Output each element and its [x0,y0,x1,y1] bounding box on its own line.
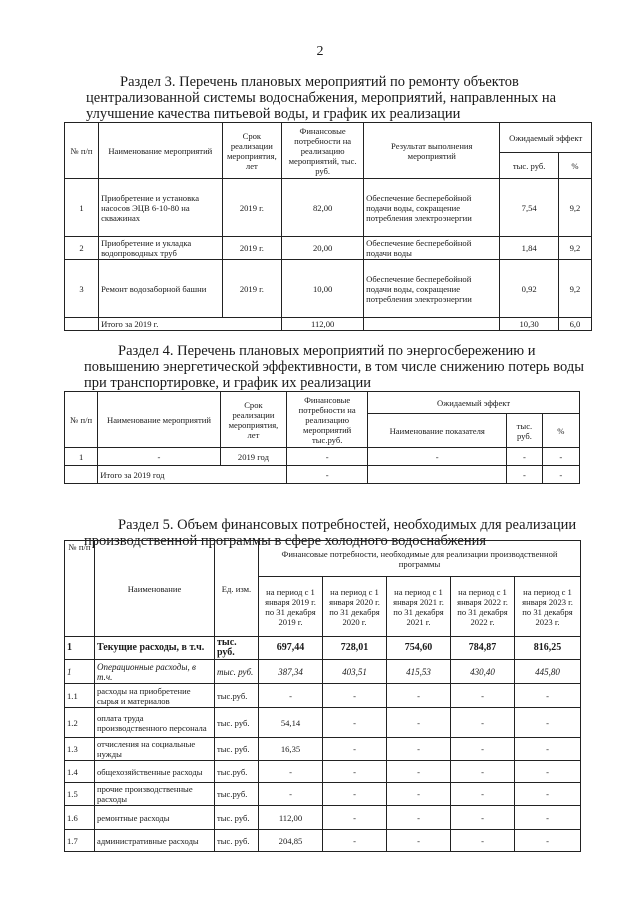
row-value: - [451,783,515,806]
row-value: - [323,761,387,783]
heading-line: улучшение качества питьевой воды, и график их реализации [86,106,461,122]
total-label: Итого за 2019 год [98,466,287,484]
row-name: административные расходы [95,830,215,852]
total-finance: 112,00 [282,318,364,331]
table-row [65,761,581,783]
section5-table [64,540,581,852]
total-unit: - [507,466,542,484]
row-term: 2019 г. [222,237,282,260]
row-num: 1.1 [65,684,95,708]
table-row [65,637,581,660]
row-value: - [515,761,581,783]
row-effect-rub: 1,84 [500,237,559,260]
row-unit: тыс. руб. [215,830,259,852]
header-num: № п/п [65,541,95,637]
row-value: - [387,761,451,783]
row-result: Обеспечение бесперебойной подачи воды [364,237,500,260]
total-pct: - [542,466,579,484]
row-value: - [323,806,387,830]
heading-line: Раздел 5. Объем финансовых потребностей, необходимых для реализации [118,517,577,533]
row-num: 1 [65,448,98,466]
header-name: Наименование мероприятий [98,392,221,448]
row-name: - [98,448,221,466]
row-value: - [387,684,451,708]
heading-line: при транспортировке, и график их реализации [84,375,372,391]
section4-heading [84,343,584,391]
header-effect: Ожидаемый эффект [500,123,592,153]
row-value: 430,40 [451,660,515,684]
row-num: 1.3 [65,738,95,761]
row-value: - [259,761,323,783]
row-unit: тыс.руб. [215,783,259,806]
header-period: на период с 1 января 2021 г. по 31 декабря 2021 г. [387,577,451,637]
row-value: - [387,708,451,738]
row-num: 3 [65,260,99,318]
header-period: на период с 1 января 2019 г. по 31 декабря 2019 г. [259,577,323,637]
header-period: на период с 1 января 2023 г. по 31 декабря 2023 г. [515,577,581,637]
row-num: 1 [65,660,95,684]
row-value: - [451,684,515,708]
row-value: - [387,806,451,830]
header-period: на период с 1 января 2022 г. по 31 декабря 2022 г. [451,577,515,637]
row-value: 816,25 [515,637,581,660]
header-num: № п/п [65,123,99,179]
row-name: Текущие расходы, в т.ч. [95,637,215,660]
row-value: 445,80 [515,660,581,684]
row-finance: 20,00 [282,237,364,260]
row-num: 1.4 [65,761,95,783]
header-name: Наименование [95,541,215,637]
heading-line: повышению энергетической эффективности, в том числе снижению потерь воды [84,359,584,375]
row-name: расходы на приобретение сырья и материалов [95,684,215,708]
row-effect-rub: 0,92 [500,260,559,318]
heading-line: Раздел 3. Перечень плановых мероприятий по ремонту объектов [120,74,519,90]
row-value: 16,35 [259,738,323,761]
row-num: 1.2 [65,708,95,738]
row-value: - [451,806,515,830]
row-name: оплата труда производственного персонала [95,708,215,738]
table-row [65,179,592,237]
section3-table [64,122,592,331]
row-value: 415,53 [387,660,451,684]
row-num: 1.7 [65,830,95,852]
heading-line: централизованной системы водоснабжения, мероприятий, направленных на [86,90,557,106]
row-effect-rub: 7,54 [500,179,559,237]
row-unit: тыс. руб. [215,806,259,830]
total-row [65,318,592,331]
row-value: - [515,830,581,852]
row-value: 54,14 [259,708,323,738]
row-value: - [451,738,515,761]
total-effect-rub: 10,30 [500,318,559,331]
total-effect-pct: 6,0 [558,318,591,331]
table-row [65,783,581,806]
header-unit: Ед. изм. [215,541,259,637]
row-term: 2019 год [220,448,286,466]
row-name: Ремонт водозаборной башни [99,260,222,318]
row-effect-pct: 9,2 [558,179,591,237]
row-value: - [387,738,451,761]
row-unit: тыс. руб. [215,660,259,684]
row-finance: 82,00 [282,179,364,237]
row-value: 403,51 [323,660,387,684]
row-value: - [515,708,581,738]
row-pct: - [542,448,579,466]
table-row [65,830,581,852]
row-value: - [387,830,451,852]
row-unit: - [507,448,542,466]
row-value: - [451,761,515,783]
row-value: 204,85 [259,830,323,852]
table-row [65,237,592,260]
row-finance: - [287,448,368,466]
row-unit: тыс. руб. [215,738,259,761]
heading-line: производственной программы в сфере холодного водоснабжения [84,533,487,549]
row-term: 2019 г. [222,179,282,237]
row-unit: тыс.руб. [215,684,259,708]
row-value: 112,00 [259,806,323,830]
row-unit: тыс. руб. [215,637,259,660]
header-period: на период с 1 января 2020 г. по 31 декабря 2020 г. [323,577,387,637]
row-unit: тыс. руб. [215,708,259,738]
header-effect-unit: тыс. руб. [500,153,559,179]
row-value: - [323,684,387,708]
table-row [65,806,581,830]
row-value: - [515,684,581,708]
row-value: - [323,708,387,738]
header-pct: % [542,414,579,448]
total-finance: - [287,466,368,484]
header-effect-pct: % [558,153,591,179]
row-result: Обеспечение бесперебойной подачи воды, сокращение потребления электроэнергии [364,260,500,318]
total-label: Итого за 2019 г. [99,318,282,331]
header-indicator: Наименование показателя [368,414,507,448]
header-finance: Финансовые потребности, необходимые для реализации производственной программы [259,541,581,577]
table-row [65,684,581,708]
row-value: - [515,738,581,761]
row-value: 697,44 [259,637,323,660]
row-value: - [323,783,387,806]
row-value: - [515,806,581,830]
row-num: 1.6 [65,806,95,830]
row-result: Обеспечение бесперебойной подачи воды, сокращение потребления электроэнергии [364,179,500,237]
total-row [65,466,580,484]
row-value: - [387,783,451,806]
header-term: Срок реализации мероприятия, лет [222,123,282,179]
table-row [65,708,581,738]
row-value: - [259,684,323,708]
header-term: Срок реализации мероприятия, лет [220,392,286,448]
row-value: - [259,783,323,806]
row-effect-pct: 9,2 [558,260,591,318]
page-number: 2 [316,44,324,59]
row-value: - [323,738,387,761]
row-value: 728,01 [323,637,387,660]
row-num: 2 [65,237,99,260]
row-name: Приобретение и укладка водопроводных труб [99,237,222,260]
row-name: отчисления на социальные нужды [95,738,215,761]
row-value: 387,34 [259,660,323,684]
table-row [65,448,580,466]
row-indicator: - [368,448,507,466]
row-name: Приобретение и установка насосов ЭЦВ 6-10-80 на скважинах [99,179,222,237]
row-value: - [451,708,515,738]
row-value: - [515,783,581,806]
section3-heading [86,74,576,122]
row-num: 1.5 [65,783,95,806]
row-value: - [323,830,387,852]
header-unit: тыс. руб. [507,414,542,448]
table-row [65,260,592,318]
header-effect: Ожидаемый эффект [368,392,580,414]
row-finance: 10,00 [282,260,364,318]
section4-table [64,391,580,484]
row-name: общехозяйственные расходы [95,761,215,783]
row-num: 1 [65,179,99,237]
row-effect-pct: 9,2 [558,237,591,260]
table-row [65,660,581,684]
row-num: 1 [65,637,95,660]
table-row [65,738,581,761]
header-result: Результат выполнения мероприятий [364,123,500,179]
header-name: Наименование мероприятий [99,123,222,179]
heading-line: Раздел 4. Перечень плановых мероприятий по энергосбережению и [118,343,536,359]
row-name: прочие производственные расходы [95,783,215,806]
row-value: - [451,830,515,852]
row-name: Операционные расходы, в т.ч. [95,660,215,684]
row-value: 784,87 [451,637,515,660]
header-finance: Финансовые потребности на реализацию мероприятий тыс.руб. [287,392,368,448]
row-name: ремонтные расходы [95,806,215,830]
row-unit: тыс.руб. [215,761,259,783]
row-term: 2019 г. [222,260,282,318]
header-num: № п/п [65,392,98,448]
row-value: 754,60 [387,637,451,660]
header-finance: Финансовые потребности на реализацию мероприятий, тыс. руб. [282,123,364,179]
